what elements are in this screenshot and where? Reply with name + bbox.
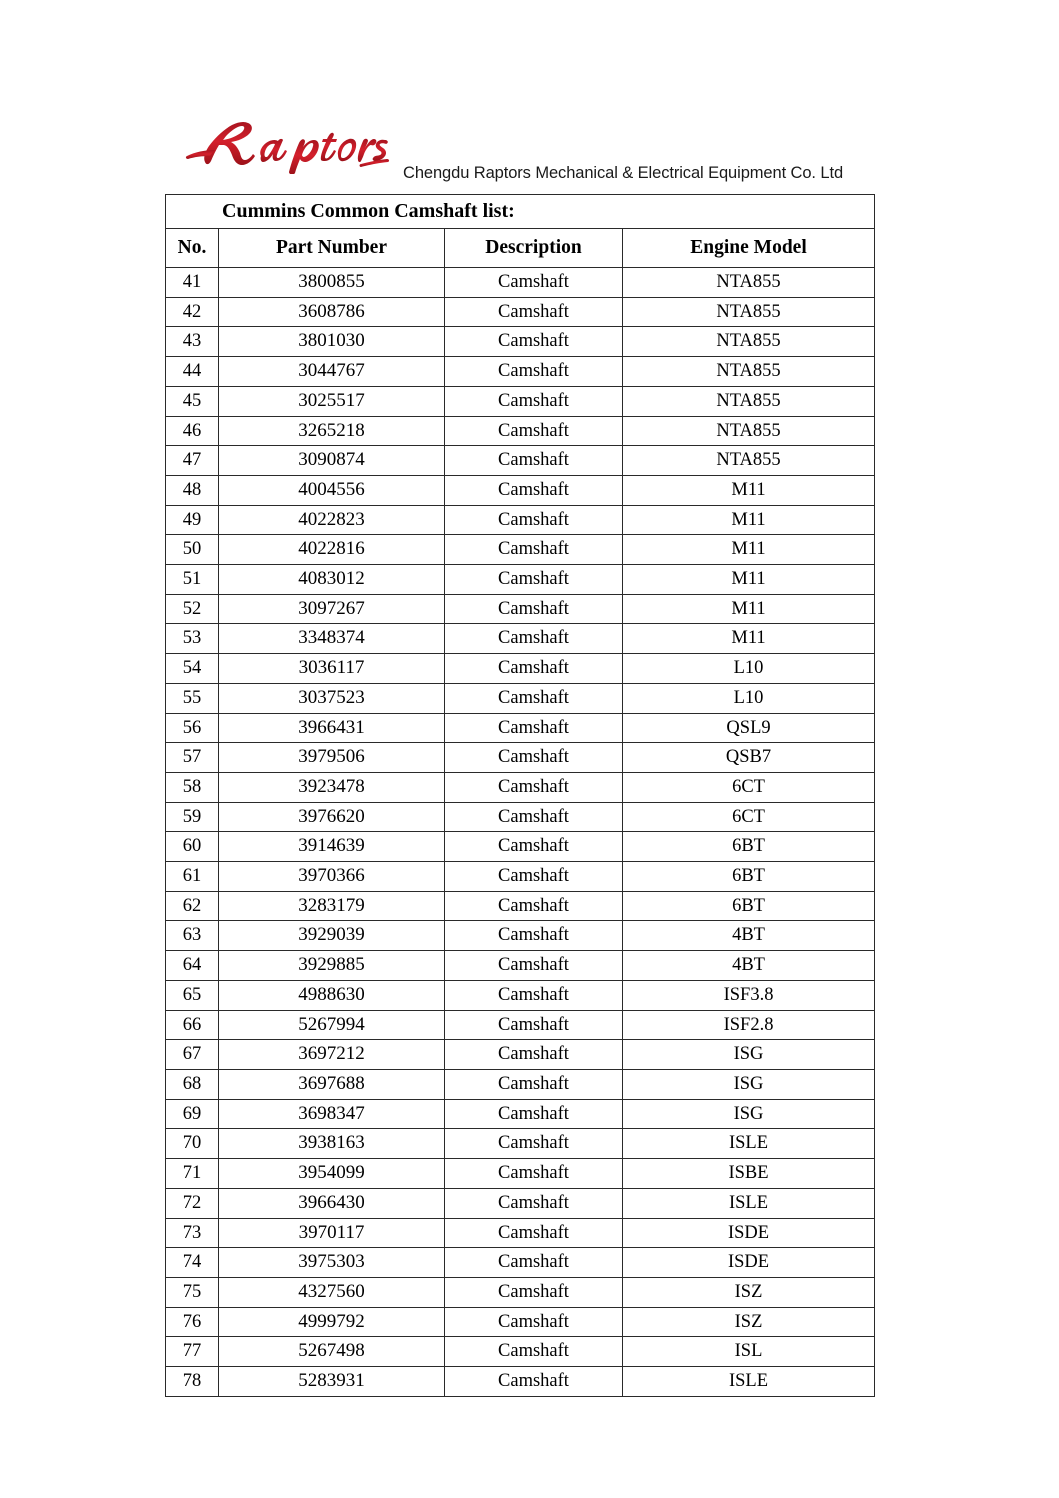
table-row xyxy=(166,594,875,624)
cell-engine-model: 4BT xyxy=(623,951,875,981)
cell-description: Camshaft xyxy=(445,416,623,446)
cell-description: Camshaft xyxy=(445,713,623,743)
cell-no: 73 xyxy=(166,1218,219,1248)
cell-part-number: 3265218 xyxy=(219,416,445,446)
table-row xyxy=(166,1129,875,1159)
table-row xyxy=(166,565,875,595)
cell-part-number: 3966430 xyxy=(219,1188,445,1218)
cell-no: 51 xyxy=(166,565,219,595)
table-row xyxy=(166,951,875,981)
table-row xyxy=(166,1337,875,1367)
cell-description: Camshaft xyxy=(445,594,623,624)
cell-description: Camshaft xyxy=(445,743,623,773)
table-row xyxy=(166,980,875,1010)
table-row xyxy=(166,1307,875,1337)
cell-description: Camshaft xyxy=(445,1248,623,1278)
cell-engine-model: ISLE xyxy=(623,1129,875,1159)
cell-engine-model: ISG xyxy=(623,1099,875,1129)
cell-part-number: 3923478 xyxy=(219,772,445,802)
cell-description: Camshaft xyxy=(445,654,623,684)
table-row xyxy=(166,1277,875,1307)
camshaft-table-body xyxy=(166,195,875,1397)
table-row xyxy=(166,921,875,951)
cell-no: 64 xyxy=(166,951,219,981)
cell-engine-model: ISL xyxy=(623,1337,875,1367)
cell-part-number: 3966431 xyxy=(219,713,445,743)
cell-engine-model: ISDE xyxy=(623,1248,875,1278)
cell-no: 43 xyxy=(166,327,219,357)
cell-part-number: 4999792 xyxy=(219,1307,445,1337)
cell-engine-model: 6CT xyxy=(623,772,875,802)
cell-part-number: 3698347 xyxy=(219,1099,445,1129)
cell-description: Camshaft xyxy=(445,891,623,921)
cell-no: 42 xyxy=(166,297,219,327)
cell-description: Camshaft xyxy=(445,565,623,595)
cell-part-number: 4022823 xyxy=(219,505,445,535)
table-row xyxy=(166,505,875,535)
table-row xyxy=(166,1159,875,1189)
cell-engine-model: M11 xyxy=(623,565,875,595)
cell-description: Camshaft xyxy=(445,297,623,327)
cell-no: 48 xyxy=(166,475,219,505)
table-row xyxy=(166,802,875,832)
cell-part-number: 3970366 xyxy=(219,862,445,892)
cell-description: Camshaft xyxy=(445,921,623,951)
cell-engine-model: ISLE xyxy=(623,1188,875,1218)
cell-no: 58 xyxy=(166,772,219,802)
cell-description: Camshaft xyxy=(445,1307,623,1337)
cell-part-number: 5267994 xyxy=(219,1010,445,1040)
cell-description: Camshaft xyxy=(445,357,623,387)
cell-engine-model: ISLE xyxy=(623,1367,875,1397)
cell-part-number: 3800855 xyxy=(219,268,445,298)
table-row xyxy=(166,1218,875,1248)
cell-description: Camshaft xyxy=(445,1069,623,1099)
cell-engine-model: 4BT xyxy=(623,921,875,951)
table-row xyxy=(166,416,875,446)
cell-no: 61 xyxy=(166,862,219,892)
cell-no: 75 xyxy=(166,1277,219,1307)
cell-part-number: 3090874 xyxy=(219,446,445,476)
cell-description: Camshaft xyxy=(445,505,623,535)
table-row xyxy=(166,1069,875,1099)
table-row xyxy=(166,297,875,327)
table-row xyxy=(166,475,875,505)
cell-description: Camshaft xyxy=(445,772,623,802)
cell-engine-model: L10 xyxy=(623,683,875,713)
cell-engine-model: 6BT xyxy=(623,862,875,892)
cell-engine-model: ISBE xyxy=(623,1159,875,1189)
cell-part-number: 4022816 xyxy=(219,535,445,565)
cell-description: Camshaft xyxy=(445,327,623,357)
cell-part-number: 3979506 xyxy=(219,743,445,773)
cell-no: 46 xyxy=(166,416,219,446)
cell-description: Camshaft xyxy=(445,1099,623,1129)
cell-part-number: 3929885 xyxy=(219,951,445,981)
cell-description: Camshaft xyxy=(445,862,623,892)
cell-part-number: 5283931 xyxy=(219,1367,445,1397)
cell-part-number: 3976620 xyxy=(219,802,445,832)
column-header-description: Description xyxy=(445,229,623,268)
cell-description: Camshaft xyxy=(445,535,623,565)
cell-engine-model: M11 xyxy=(623,475,875,505)
cell-engine-model: NTA855 xyxy=(623,446,875,476)
company-name: Chengdu Raptors Mechanical & Electrical Equipment Co. Ltd xyxy=(403,164,844,182)
cell-no: 67 xyxy=(166,1040,219,1070)
cell-engine-model: 6CT xyxy=(623,802,875,832)
cell-no: 68 xyxy=(166,1069,219,1099)
cell-part-number: 3697688 xyxy=(219,1069,445,1099)
cell-no: 63 xyxy=(166,921,219,951)
cell-no: 71 xyxy=(166,1159,219,1189)
cell-engine-model: ISZ xyxy=(623,1277,875,1307)
cell-engine-model: ISG xyxy=(623,1040,875,1070)
cell-part-number: 3938163 xyxy=(219,1129,445,1159)
cell-engine-model: M11 xyxy=(623,535,875,565)
camshaft-table-container xyxy=(165,194,874,1397)
cell-part-number: 3697212 xyxy=(219,1040,445,1070)
cell-part-number: 3608786 xyxy=(219,297,445,327)
cell-no: 54 xyxy=(166,654,219,684)
cell-part-number: 3283179 xyxy=(219,891,445,921)
cell-engine-model: M11 xyxy=(623,505,875,535)
cell-no: 77 xyxy=(166,1337,219,1367)
cell-description: Camshaft xyxy=(445,624,623,654)
cell-description: Camshaft xyxy=(445,1188,623,1218)
cell-description: Camshaft xyxy=(445,475,623,505)
cell-engine-model: M11 xyxy=(623,624,875,654)
table-row xyxy=(166,683,875,713)
cell-part-number: 4083012 xyxy=(219,565,445,595)
cell-no: 47 xyxy=(166,446,219,476)
cell-no: 44 xyxy=(166,357,219,387)
cell-no: 52 xyxy=(166,594,219,624)
cell-engine-model: 6BT xyxy=(623,832,875,862)
cell-part-number: 3929039 xyxy=(219,921,445,951)
column-header-part-number: Part Number xyxy=(219,229,445,268)
table-row xyxy=(166,1188,875,1218)
cell-no: 72 xyxy=(166,1188,219,1218)
cell-no: 78 xyxy=(166,1367,219,1397)
table-row xyxy=(166,891,875,921)
cell-engine-model: NTA855 xyxy=(623,386,875,416)
cell-description: Camshaft xyxy=(445,1129,623,1159)
cell-part-number: 3954099 xyxy=(219,1159,445,1189)
raptors-logo xyxy=(175,112,390,174)
table-row xyxy=(166,386,875,416)
cell-part-number: 3801030 xyxy=(219,327,445,357)
cell-description: Camshaft xyxy=(445,1337,623,1367)
column-header-engine-model: Engine Model xyxy=(623,229,875,268)
cell-part-number: 3975303 xyxy=(219,1248,445,1278)
cell-part-number: 4004556 xyxy=(219,475,445,505)
table-row xyxy=(166,832,875,862)
cell-part-number: 4988630 xyxy=(219,980,445,1010)
cell-description: Camshaft xyxy=(445,1010,623,1040)
cell-engine-model: L10 xyxy=(623,654,875,684)
cell-no: 76 xyxy=(166,1307,219,1337)
cell-no: 65 xyxy=(166,980,219,1010)
cell-part-number: 5267498 xyxy=(219,1337,445,1367)
cell-no: 53 xyxy=(166,624,219,654)
table-row xyxy=(166,1099,875,1129)
table-row xyxy=(166,268,875,298)
cell-no: 55 xyxy=(166,683,219,713)
cell-engine-model: M11 xyxy=(623,594,875,624)
table-row xyxy=(166,446,875,476)
cell-description: Camshaft xyxy=(445,980,623,1010)
table-row xyxy=(166,713,875,743)
table-row xyxy=(166,535,875,565)
table-row xyxy=(166,1248,875,1278)
table-title-row xyxy=(166,195,875,229)
table-row xyxy=(166,624,875,654)
cell-no: 57 xyxy=(166,743,219,773)
cell-engine-model: ISG xyxy=(623,1069,875,1099)
cell-no: 70 xyxy=(166,1129,219,1159)
table-row xyxy=(166,654,875,684)
cell-part-number: 4327560 xyxy=(219,1277,445,1307)
cell-no: 56 xyxy=(166,713,219,743)
cell-description: Camshaft xyxy=(445,951,623,981)
cell-no: 66 xyxy=(166,1010,219,1040)
camshaft-table xyxy=(165,194,875,1397)
cell-no: 49 xyxy=(166,505,219,535)
cell-part-number: 3097267 xyxy=(219,594,445,624)
cell-description: Camshaft xyxy=(445,386,623,416)
column-header-no: No. xyxy=(166,229,219,268)
table-header-row xyxy=(166,229,875,268)
cell-part-number: 3036117 xyxy=(219,654,445,684)
cell-no: 41 xyxy=(166,268,219,298)
cell-part-number: 3037523 xyxy=(219,683,445,713)
cell-description: Camshaft xyxy=(445,446,623,476)
table-row xyxy=(166,772,875,802)
table-row xyxy=(166,1040,875,1070)
cell-description: Camshaft xyxy=(445,268,623,298)
cell-engine-model: ISF2.8 xyxy=(623,1010,875,1040)
cell-part-number: 3914639 xyxy=(219,832,445,862)
table-row xyxy=(166,327,875,357)
cell-engine-model: NTA855 xyxy=(623,327,875,357)
cell-engine-model: ISZ xyxy=(623,1307,875,1337)
document-header xyxy=(165,112,875,194)
cell-description: Camshaft xyxy=(445,1367,623,1397)
cell-engine-model: QSB7 xyxy=(623,743,875,773)
cell-description: Camshaft xyxy=(445,1040,623,1070)
cell-description: Camshaft xyxy=(445,1277,623,1307)
cell-part-number: 3970117 xyxy=(219,1218,445,1248)
cell-engine-model: NTA855 xyxy=(623,357,875,387)
cell-no: 69 xyxy=(166,1099,219,1129)
cell-no: 74 xyxy=(166,1248,219,1278)
cell-no: 50 xyxy=(166,535,219,565)
table-row xyxy=(166,1367,875,1397)
table-title-cell xyxy=(166,195,875,229)
table-row xyxy=(166,743,875,773)
cell-description: Camshaft xyxy=(445,1159,623,1189)
cell-no: 60 xyxy=(166,832,219,862)
cell-part-number: 3348374 xyxy=(219,624,445,654)
table-row xyxy=(166,357,875,387)
table-title: Cummins Common Camshaft list: xyxy=(222,200,515,222)
cell-engine-model: ISDE xyxy=(623,1218,875,1248)
cell-part-number: 3044767 xyxy=(219,357,445,387)
cell-engine-model: NTA855 xyxy=(623,416,875,446)
cell-no: 62 xyxy=(166,891,219,921)
cell-no: 59 xyxy=(166,802,219,832)
cell-description: Camshaft xyxy=(445,683,623,713)
cell-description: Camshaft xyxy=(445,802,623,832)
table-row xyxy=(166,1010,875,1040)
cell-description: Camshaft xyxy=(445,832,623,862)
cell-no: 45 xyxy=(166,386,219,416)
table-row xyxy=(166,862,875,892)
cell-part-number: 3025517 xyxy=(219,386,445,416)
cell-engine-model: 6BT xyxy=(623,891,875,921)
cell-engine-model: ISF3.8 xyxy=(623,980,875,1010)
cell-engine-model: QSL9 xyxy=(623,713,875,743)
cell-engine-model: NTA855 xyxy=(623,268,875,298)
cell-description: Camshaft xyxy=(445,1218,623,1248)
cell-engine-model: NTA855 xyxy=(623,297,875,327)
